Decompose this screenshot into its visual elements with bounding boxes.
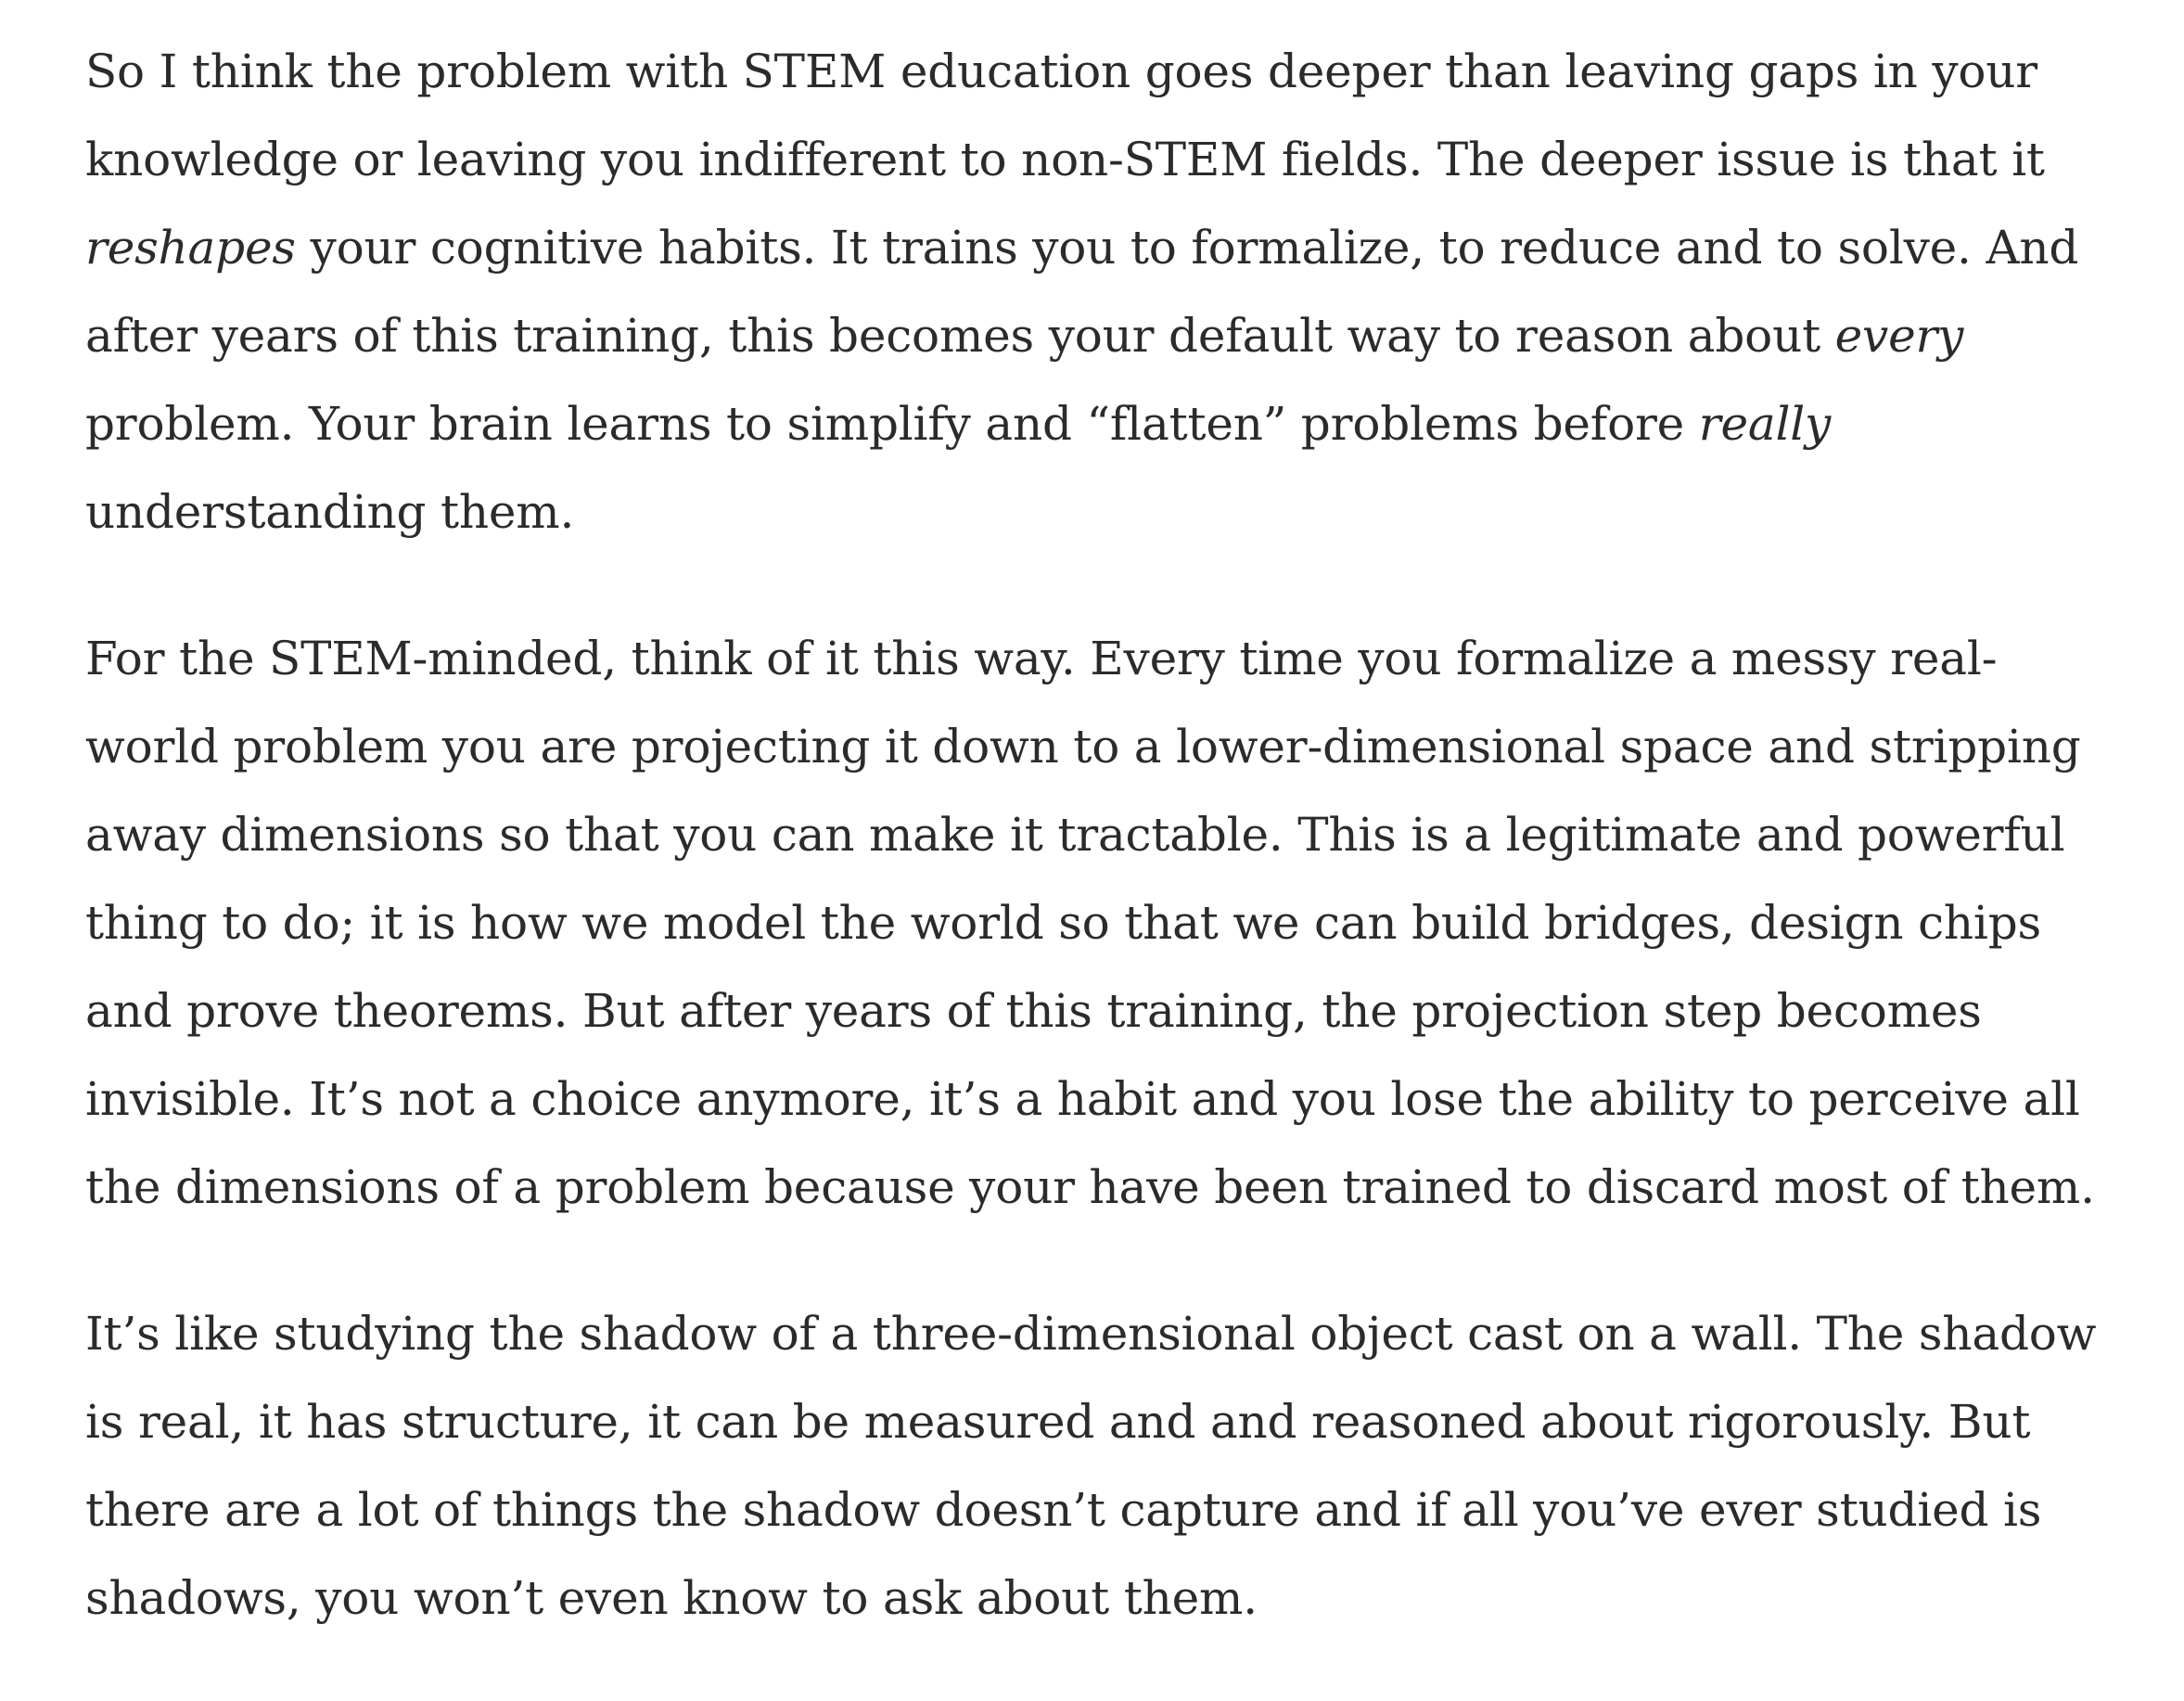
text-line [85, 1554, 2172, 1643]
text-run: shadows, you won’t even know to ask about them. [85, 1571, 1258, 1625]
text-run: thing to do; it is how we model the world so that we can build bridges, design chips [85, 896, 2041, 950]
text-run: after years of this training, this becomes your default way to reason about [85, 309, 1835, 363]
text-line [85, 703, 2172, 791]
text-run: away dimensions so that you can make it tractable. This is a legitimate and powerful [85, 808, 2065, 862]
paragraph [85, 615, 2172, 1232]
emphasis-run: reshapes [85, 221, 296, 275]
text-run: the dimensions of a problem because your have been trained to discard most of them. [85, 1160, 2095, 1214]
text-line [85, 204, 2172, 292]
text-line [85, 615, 2172, 703]
text-line [85, 116, 2172, 204]
text-line [85, 1144, 2172, 1232]
text-line [85, 28, 2172, 116]
text-line [85, 879, 2172, 967]
text-run: there are a lot of things the shadow doesn’t capture and if all you’ve ever studied is [85, 1483, 2042, 1537]
text-line [85, 1466, 2172, 1554]
text-run: For the STEM-minded, think of it this way. Every time you formalize a messy real- [85, 632, 1998, 685]
text-run: understanding them. [85, 485, 575, 539]
text-run: It’s like studying the shadow of a three-dimensional object cast on a wall. The shadow [85, 1307, 2097, 1361]
text-run: invisible. It’s not a choice anymore, it’s a habit and you lose the ability to perceive all [85, 1072, 2080, 1126]
text-line [85, 1378, 2172, 1466]
text-line [85, 1290, 2172, 1378]
article-body [85, 28, 2172, 1701]
text-line [85, 791, 2172, 879]
text-run: knowledge or leaving you indifferent to non-STEM fields. The deeper issue is that it [85, 133, 2045, 186]
text-line [85, 380, 2172, 468]
paragraph [85, 1290, 2172, 1643]
text-run: problem. Your brain learns to simplify and “flatten” problems before [85, 397, 1699, 451]
emphasis-run: every [1834, 309, 1964, 363]
text-line [85, 292, 2172, 380]
text-run: and prove theorems. But after years of this training, the projection step becomes [85, 984, 1982, 1038]
text-run: So I think the problem with STEM education goes deeper than leaving gaps in your [85, 45, 2037, 98]
emphasis-run: really [1698, 397, 1832, 451]
paragraph [85, 28, 2172, 556]
text-run: your cognitive habits. It trains you to formalize, to reduce and to solve. And [295, 221, 2079, 275]
text-line [85, 1055, 2172, 1144]
text-line [85, 468, 2172, 556]
text-line [85, 967, 2172, 1055]
text-run: is real, it has structure, it can be measured and and reasoned about rigorously. But [85, 1395, 2031, 1449]
text-run: world problem you are projecting it down to a lower-dimensional space and stripping [85, 720, 2081, 774]
